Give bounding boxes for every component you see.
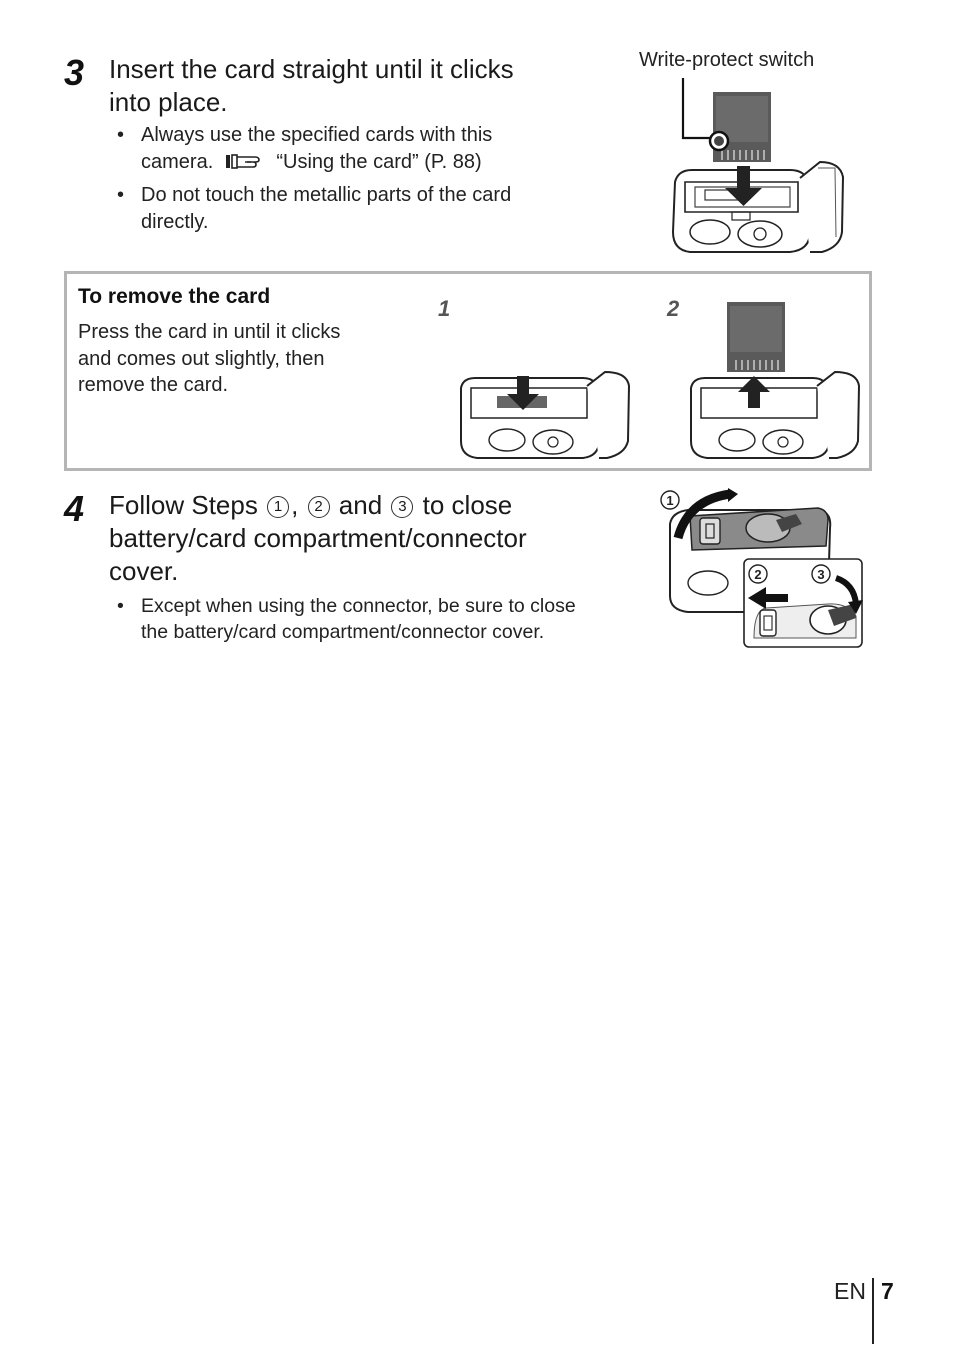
page-number: 7	[881, 1278, 894, 1304]
pull-card-illustration	[685, 298, 865, 461]
step-4-heading-post: to close	[422, 490, 513, 520]
step-4-bullet-line2: the battery/card compartment/connector cover.	[141, 621, 545, 643]
step-4-heading-line1	[109, 489, 629, 522]
bullet-1-line1: • Always use the specified cards with this	[141, 124, 493, 146]
footer-divider	[872, 1278, 874, 1344]
step-3-heading-line2: into place.	[109, 87, 228, 117]
bullet-1-line2	[141, 149, 599, 179]
bullet-2-line1: • Do not touch the metallic parts of the card	[141, 184, 512, 206]
remove-figure-1-number: 1	[438, 296, 451, 321]
push-card-illustration	[455, 366, 635, 461]
step-4-bullets	[109, 593, 639, 648]
step-4-comma: ,	[291, 490, 299, 520]
step-3-heading	[109, 53, 579, 119]
remove-card-title: To remove the card	[78, 285, 271, 308]
step-4-heading	[109, 489, 629, 588]
step-3-bullet-2	[109, 182, 599, 236]
close-cover-illustration	[658, 488, 866, 650]
step-4-heading-line2: battery/card compartment/connector	[109, 523, 527, 553]
remove-figure-2-number: 2	[667, 296, 680, 321]
circled-number-1: 1	[267, 496, 289, 518]
card-insert-illustration	[640, 72, 855, 257]
circled-number-2: 2	[308, 496, 330, 518]
step-4-heading-pre: Follow Steps	[109, 490, 258, 520]
fig-step-1-label: 1	[666, 493, 674, 508]
remove-card-text	[78, 319, 408, 399]
pointing-hand-icon	[225, 151, 265, 179]
write-protect-label: Write-protect switch	[639, 49, 815, 71]
step-3-bullets	[109, 122, 599, 239]
step-4-bullet-line1: • Except when using the connector, be sure to close	[141, 595, 576, 617]
step-4-bullet-1	[109, 593, 639, 645]
remove-card-text-line1: Press the card in until it clicks	[78, 321, 341, 343]
bullet-1-reference-text: “Using the card” (P. 88)	[276, 151, 482, 173]
step-3-number: 3	[64, 52, 85, 93]
remove-card-text-line3: remove the card.	[78, 374, 229, 396]
bullet-1-camera-text: camera.	[141, 151, 214, 173]
circled-number-3: 3	[391, 496, 413, 518]
remove-card-box	[64, 271, 872, 471]
remove-card-text-line2: and comes out slightly, then	[78, 347, 325, 370]
step-3-bullet-1	[109, 122, 599, 179]
fig-step-3-label: 3	[817, 567, 825, 582]
step-4-and: and	[338, 490, 383, 520]
step-3-heading-line1: Insert the card straight until it clicks	[109, 54, 514, 84]
step-4-number: 4	[64, 488, 85, 529]
language-code: EN	[834, 1278, 866, 1304]
step-4-heading-line3: cover.	[109, 556, 179, 586]
bullet-2-line2: directly.	[141, 211, 209, 233]
fig-step-2-label: 2	[754, 567, 762, 582]
